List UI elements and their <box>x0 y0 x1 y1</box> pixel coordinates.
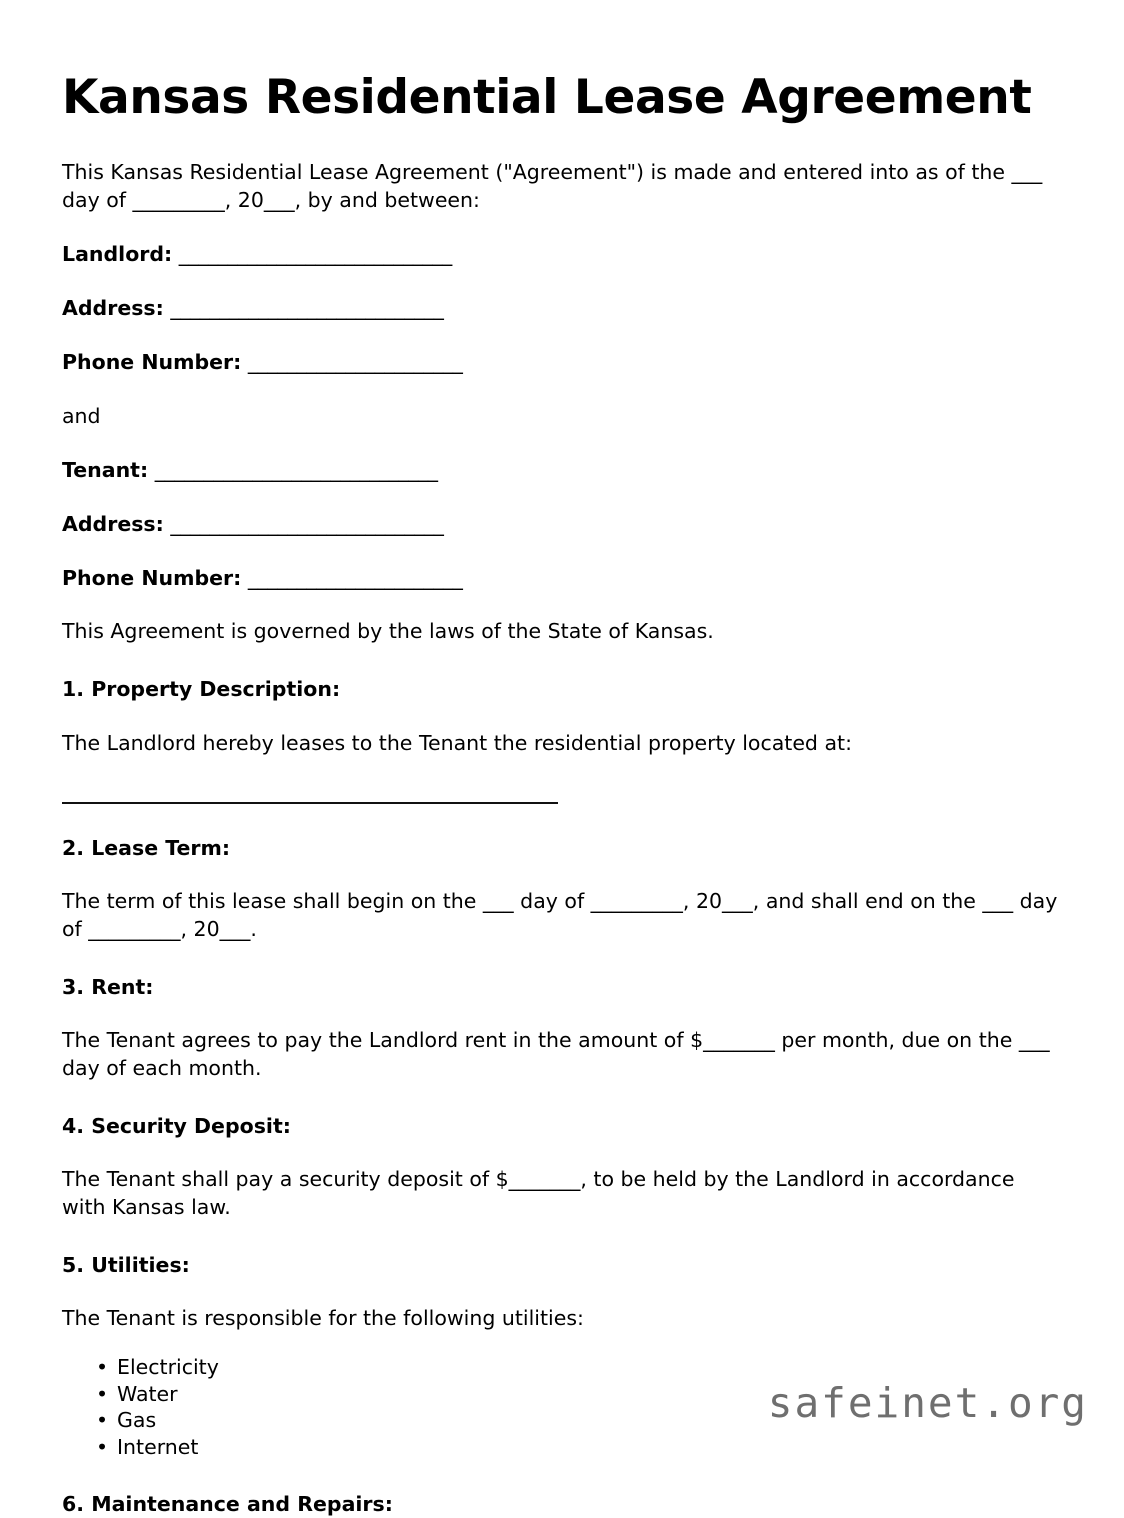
section-heading-utilities: 5. Utilities: <box>62 1253 190 1278</box>
section-heading-property-description: 1. Property Description: <box>62 677 341 702</box>
landlord-address-field <box>62 268 1062 322</box>
landlord-phone-blank[interactable]: ______________________ <box>247 350 463 374</box>
list-item: • Water <box>62 1381 1062 1407</box>
section-heading-maintenance-and-repairs: 6. Maintenance and Repairs: <box>62 1492 393 1517</box>
section-body-security-deposit: The Tenant shall pay a security deposit of $_______, to be held by the Landlord in accordance with Kansas law. <box>62 1167 1015 1220</box>
tenant-name-label: Tenant: <box>62 458 149 483</box>
governing-law-paragraph: This Agreement is governed by the laws of the State of Kansas. <box>62 619 714 644</box>
tenant-phone-label: Phone Number: <box>62 566 242 591</box>
section-heading-security-deposit: 4. Security Deposit: <box>62 1114 291 1139</box>
list-item: • Gas <box>62 1407 1062 1433</box>
tenant-name-field <box>62 430 1062 484</box>
tenant-name-blank[interactable]: _____________________________ <box>154 458 438 483</box>
section-body-lease-term: The term of this lease shall begin on the ___ day of _________, 20___, and shall end on the ___ day of _________, 20___. <box>62 888 1058 941</box>
page-title: Kansas Residential Lease Agreement <box>62 70 1032 125</box>
list-item: • Internet <box>62 1434 1062 1460</box>
intro-paragraph: This Kansas Residential Lease Agreement ("Agreement") is made and entered into as of the ___ day of _________, 20___, by and between: <box>62 159 1043 212</box>
section-body-utilities: The Tenant is responsible for the following utilities: <box>62 1306 584 1331</box>
landlord-name-blank[interactable]: ____________________________ <box>178 241 452 266</box>
landlord-address-label: Address: <box>62 295 164 320</box>
landlord-phone-label: Phone Number: <box>62 350 242 374</box>
list-item: • Electricity <box>62 1354 1062 1380</box>
tenant-address-label: Address: <box>62 512 164 537</box>
site-watermark: safeinet.org <box>767 1379 1088 1427</box>
section-heading-rent: 3. Rent: <box>62 974 154 999</box>
tenant-address-blank[interactable]: ____________________________ <box>170 512 444 537</box>
landlord-address-blank[interactable]: ____________________________ <box>170 295 444 320</box>
landlord-name-field <box>62 214 1062 268</box>
tenant-phone-field <box>62 538 1062 592</box>
conjunction-and: and <box>62 404 101 429</box>
tenant-address-field <box>62 484 1062 538</box>
landlord-phone-field <box>62 322 1062 376</box>
landlord-name-label: Landlord: <box>62 241 173 266</box>
section-body-rent: The Tenant agrees to pay the Landlord rent in the amount of $_______ per month, due on the ___ day of each month. <box>62 1027 1050 1081</box>
section-body-property-description: The Landlord hereby leases to the Tenant the residential property located at: <box>62 730 852 755</box>
tenant-phone-blank[interactable]: ______________________ <box>247 566 463 591</box>
section-heading-lease-term: 2. Lease Term: <box>62 835 231 860</box>
